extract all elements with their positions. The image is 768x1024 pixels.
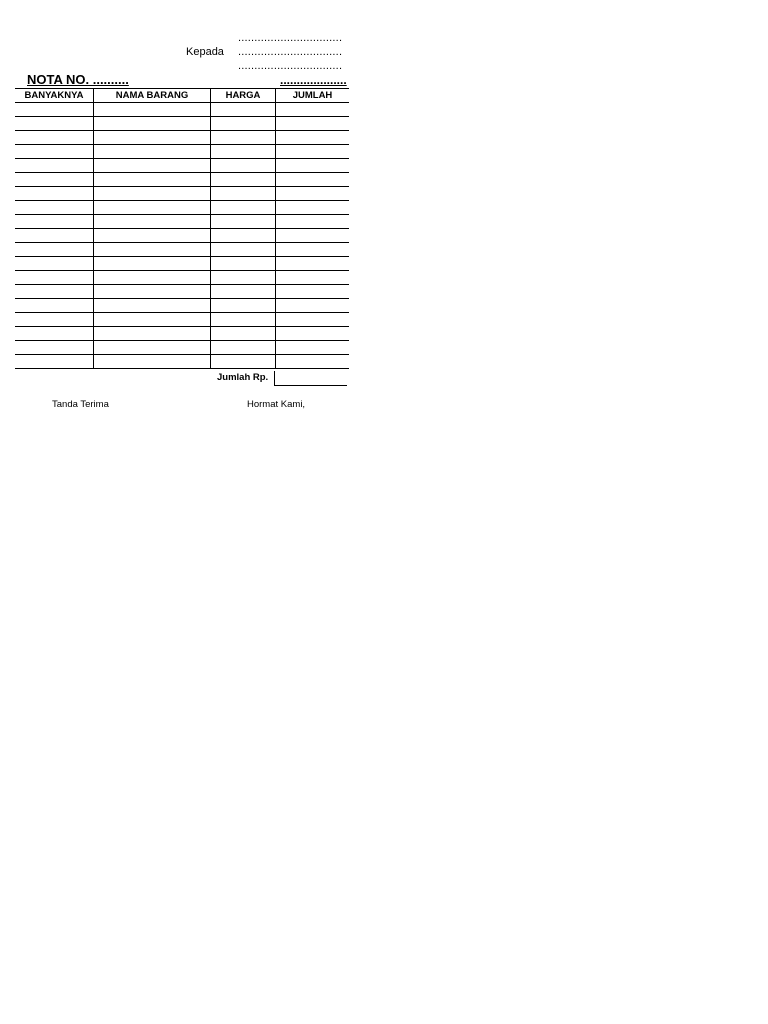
nama-barang-cell[interactable]: [94, 145, 211, 159]
nama-barang-cell[interactable]: [94, 117, 211, 131]
banyaknya-cell[interactable]: [15, 271, 94, 285]
harga-cell[interactable]: [211, 215, 276, 229]
table-row: [15, 173, 349, 187]
table-row: [15, 229, 349, 243]
banyaknya-cell[interactable]: [15, 215, 94, 229]
nama-barang-cell[interactable]: [94, 355, 211, 369]
table-row: [15, 187, 349, 201]
banyaknya-cell[interactable]: [15, 313, 94, 327]
jumlah-cell[interactable]: [276, 243, 350, 257]
banyaknya-cell[interactable]: [15, 173, 94, 187]
jumlah-cell[interactable]: [276, 341, 350, 355]
banyaknya-cell[interactable]: [15, 327, 94, 341]
table-row: [15, 271, 349, 285]
nama-barang-cell[interactable]: [94, 159, 211, 173]
table-row: [15, 215, 349, 229]
jumlah-cell[interactable]: [276, 229, 350, 243]
nama-barang-cell[interactable]: [94, 187, 211, 201]
table-row: [15, 257, 349, 271]
jumlah-cell[interactable]: [276, 201, 350, 215]
table-row: [15, 131, 349, 145]
harga-cell[interactable]: [211, 159, 276, 173]
jumlah-cell[interactable]: [276, 257, 350, 271]
nama-barang-cell[interactable]: [94, 285, 211, 299]
nama-barang-cell[interactable]: [94, 341, 211, 355]
harga-cell[interactable]: [211, 173, 276, 187]
harga-cell[interactable]: [211, 355, 276, 369]
jumlah-cell[interactable]: [276, 327, 350, 341]
banyaknya-cell[interactable]: [15, 285, 94, 299]
jumlah-cell[interactable]: [276, 313, 350, 327]
banyaknya-cell[interactable]: [15, 299, 94, 313]
table-row: [15, 313, 349, 327]
banyaknya-cell[interactable]: [15, 355, 94, 369]
jumlah-cell[interactable]: [276, 117, 350, 131]
banyaknya-cell[interactable]: [15, 201, 94, 215]
harga-cell[interactable]: [211, 257, 276, 271]
nama-barang-cell[interactable]: [94, 257, 211, 271]
nama-barang-cell[interactable]: [94, 103, 211, 117]
receiver-signature-label: Tanda Terima: [52, 399, 109, 410]
jumlah-cell[interactable]: [276, 187, 350, 201]
jumlah-cell[interactable]: [276, 159, 350, 173]
address-line-3: ................................: [238, 60, 343, 72]
jumlah-cell[interactable]: [276, 355, 350, 369]
jumlah-cell[interactable]: [276, 131, 350, 145]
harga-cell[interactable]: [211, 229, 276, 243]
table-header-row: [15, 89, 349, 103]
nama-barang-cell[interactable]: [94, 229, 211, 243]
nama-barang-cell[interactable]: [94, 243, 211, 257]
banyaknya-cell[interactable]: [15, 131, 94, 145]
column-header-banyaknya: BANYAKNYA: [15, 89, 94, 103]
address-line-1: ................................: [238, 32, 343, 44]
date-line: ....................: [280, 73, 347, 87]
harga-cell[interactable]: [211, 131, 276, 145]
table-row: [15, 285, 349, 299]
banyaknya-cell[interactable]: [15, 145, 94, 159]
harga-cell[interactable]: [211, 201, 276, 215]
nama-barang-cell[interactable]: [94, 327, 211, 341]
banyaknya-cell[interactable]: [15, 341, 94, 355]
column-header-nama-barang: NAMA BARANG: [94, 89, 211, 103]
nama-barang-cell[interactable]: [94, 201, 211, 215]
banyaknya-cell[interactable]: [15, 187, 94, 201]
jumlah-cell[interactable]: [276, 285, 350, 299]
table-row: [15, 103, 349, 117]
harga-cell[interactable]: [211, 341, 276, 355]
harga-cell[interactable]: [211, 187, 276, 201]
jumlah-cell[interactable]: [276, 271, 350, 285]
items-table: [15, 88, 349, 369]
table-row: [15, 145, 349, 159]
nama-barang-cell[interactable]: [94, 299, 211, 313]
harga-cell[interactable]: [211, 285, 276, 299]
table-row: [15, 327, 349, 341]
table-row: [15, 159, 349, 173]
jumlah-cell[interactable]: [276, 103, 350, 117]
jumlah-cell[interactable]: [276, 215, 350, 229]
table-row: [15, 243, 349, 257]
nama-barang-cell[interactable]: [94, 173, 211, 187]
kepada-label: Kepada: [186, 46, 224, 58]
harga-cell[interactable]: [211, 299, 276, 313]
table-row: [15, 341, 349, 355]
banyaknya-cell[interactable]: [15, 229, 94, 243]
banyaknya-cell[interactable]: [15, 117, 94, 131]
harga-cell[interactable]: [211, 145, 276, 159]
nama-barang-cell[interactable]: [94, 271, 211, 285]
sender-signature-label: Hormat Kami,: [247, 399, 306, 410]
column-header-jumlah: JUMLAH: [276, 89, 350, 103]
banyaknya-cell[interactable]: [15, 243, 94, 257]
total-label: Jumlah Rp.: [217, 372, 269, 383]
table-row: [15, 117, 349, 131]
jumlah-cell[interactable]: [276, 299, 350, 313]
nama-barang-cell[interactable]: [94, 215, 211, 229]
address-line-2: ................................: [238, 46, 343, 58]
column-header-harga: HARGA: [211, 89, 276, 103]
harga-cell[interactable]: [211, 271, 276, 285]
nota-number-label: NOTA NO. ..........: [27, 72, 129, 87]
jumlah-cell[interactable]: [276, 145, 350, 159]
harga-cell[interactable]: [211, 327, 276, 341]
table-row: [15, 355, 349, 369]
banyaknya-cell[interactable]: [15, 103, 94, 117]
harga-cell[interactable]: [211, 117, 276, 131]
table-row: [15, 201, 349, 215]
banyaknya-cell[interactable]: [15, 257, 94, 271]
total-value-field[interactable]: [274, 371, 347, 386]
table-row: [15, 299, 349, 313]
harga-cell[interactable]: [211, 313, 276, 327]
banyaknya-cell[interactable]: [15, 159, 94, 173]
harga-cell[interactable]: [211, 243, 276, 257]
jumlah-cell[interactable]: [276, 173, 350, 187]
nama-barang-cell[interactable]: [94, 313, 211, 327]
harga-cell[interactable]: [211, 103, 276, 117]
nama-barang-cell[interactable]: [94, 131, 211, 145]
